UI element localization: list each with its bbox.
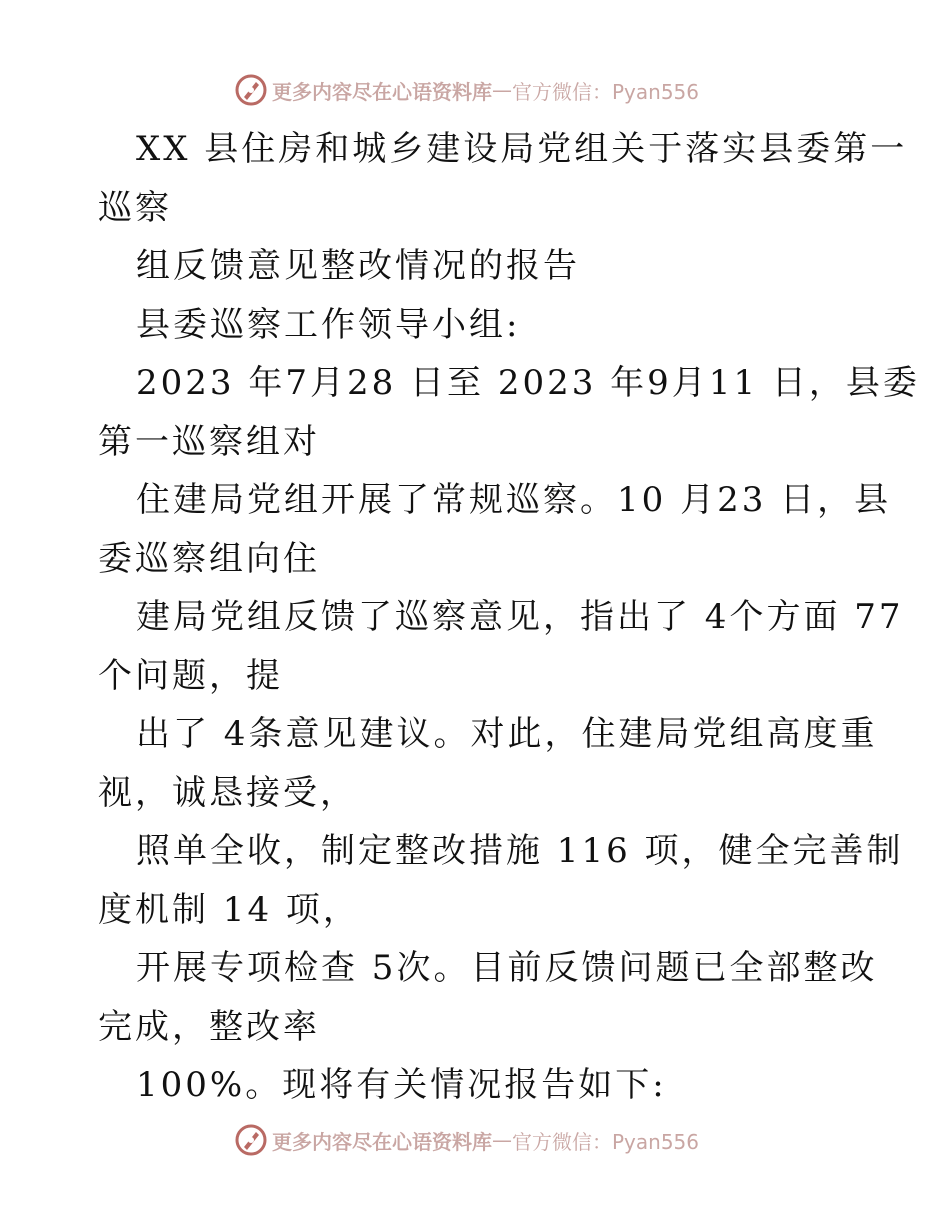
pen-circle-logo-icon [234,73,268,107]
watermark-separator: — [492,1128,512,1152]
doc-paragraph-line: 2023 年7月28 日至 2023 年9月11 日，县委 [136,363,920,403]
watermark-separator: — [492,78,512,102]
doc-title-line-2: 巡察 [98,187,172,228]
doc-paragraph-line: 住建局党组开展了常规巡察。10 月23 日，县 [136,480,892,520]
doc-paragraph-line: 第一巡察组对 [98,421,320,462]
footer-watermark [234,1122,699,1158]
header-watermark [234,72,699,108]
doc-paragraph-line: 照单全收，制定整改措施 116 项，健全完善制 [136,831,904,871]
doc-title-line-3: 组反馈意见整改情况的报告 [136,246,580,286]
doc-paragraph-line: 度机制 14 项， [98,889,360,930]
doc-paragraph-line: 个问题，提 [98,655,283,696]
document-body [98,120,920,1115]
watermark-text: 更多内容尽在心语资料库 [272,1129,492,1154]
doc-paragraph-line: 委巡察组向住 [98,538,320,579]
watermark-contact: 官方微信：Pyan556 [512,79,700,104]
watermark-contact: 官方微信：Pyan556 [512,1129,700,1154]
doc-paragraph-line: 出了 4条意见建议。对此，住建局党组高度重 [136,714,878,754]
doc-paragraph-line: 开展专项检查 5次。目前反馈问题已全部整改 [136,948,878,988]
watermark-text: 更多内容尽在心语资料库 [272,79,492,104]
pen-circle-logo-icon [234,1123,268,1157]
doc-paragraph-line: 完成，整改率 [98,1006,320,1047]
doc-paragraph-line: 100%。现将有关情况报告如下: [136,1065,667,1105]
doc-title-line-1: XX 县住房和城乡建设局党组关于落实县委第一 [136,129,908,169]
doc-paragraph-line: 视，诚恳接受， [98,772,357,813]
doc-salutation: 县委巡察工作领导小组: [136,304,521,345]
doc-paragraph-line: 建局党组反馈了巡察意见，指出了 4个方面 77 [136,597,904,637]
